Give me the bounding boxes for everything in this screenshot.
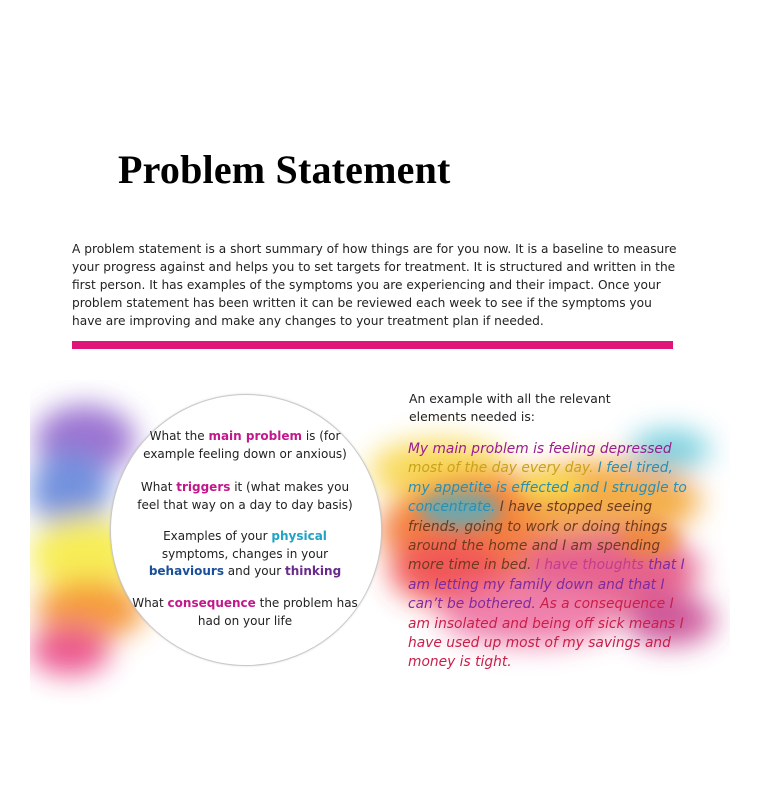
page-title: Problem Statement	[118, 147, 451, 192]
intro-paragraph: A problem statement is a short summary of how things are for you now. It is a baseline to measure your progress against and helps you to set targets for treatment. It is structured and written in the first person. It has examples of the symptoms you are experiencing and their impact. Once your problem statement has been written it can be reviewed each week to see if the symptoms you have are improving and make any changes to your treatment plan if needed.	[72, 242, 677, 328]
divider-bar	[72, 341, 673, 349]
circle-item-triggers	[128, 479, 362, 514]
example-statement	[408, 440, 698, 673]
circle-text: Examples of your	[163, 529, 272, 543]
example-heading: An example with all the relevant elements needed is:	[409, 391, 611, 424]
circle-text: What the	[149, 429, 209, 443]
highlight-thinking: thinking	[285, 564, 342, 578]
circle-text: What	[132, 596, 168, 610]
circle-text: is (for example feeling down or anxious)	[143, 429, 347, 461]
circle-item-symptoms	[128, 528, 362, 581]
example-consequence: As a consequence I am insolated and being off sick means I have used up most of my savings and money is tight.	[408, 596, 684, 671]
example-main-problem: My main problem is feeling depressed	[408, 441, 672, 457]
circle-item-main-problem	[128, 428, 362, 463]
highlight-triggers: triggers	[176, 480, 231, 494]
circle-text: symptoms, changes in your	[161, 546, 329, 561]
highlight-behaviours: behaviours	[148, 564, 224, 578]
circle-text: the problem has had on your life	[197, 596, 358, 628]
example-frequency: most of the day every day.	[408, 460, 598, 477]
highlight-physical: physical	[271, 529, 327, 543]
circle-item-consequence	[128, 595, 362, 630]
circle-text: it (what makes you feel that way on a day to day basis)	[137, 480, 353, 512]
highlight-main-problem: main problem	[208, 429, 302, 443]
example-thinking: that I am letting my family down and that I can’t be bothered.	[408, 557, 685, 613]
example-thoughts-lead: I have thoughts	[535, 557, 649, 574]
highlight-consequence: consequence	[167, 596, 256, 610]
example-physical: I feel tired, my appetite is effected and I struggle to concentrate.	[408, 460, 687, 516]
example-behaviours: I have stopped seeing friends, going to work or doing things around the home and I am spending more time in bed.	[408, 499, 668, 574]
circle-text: and your	[223, 564, 285, 578]
circle-text: What	[140, 480, 177, 494]
